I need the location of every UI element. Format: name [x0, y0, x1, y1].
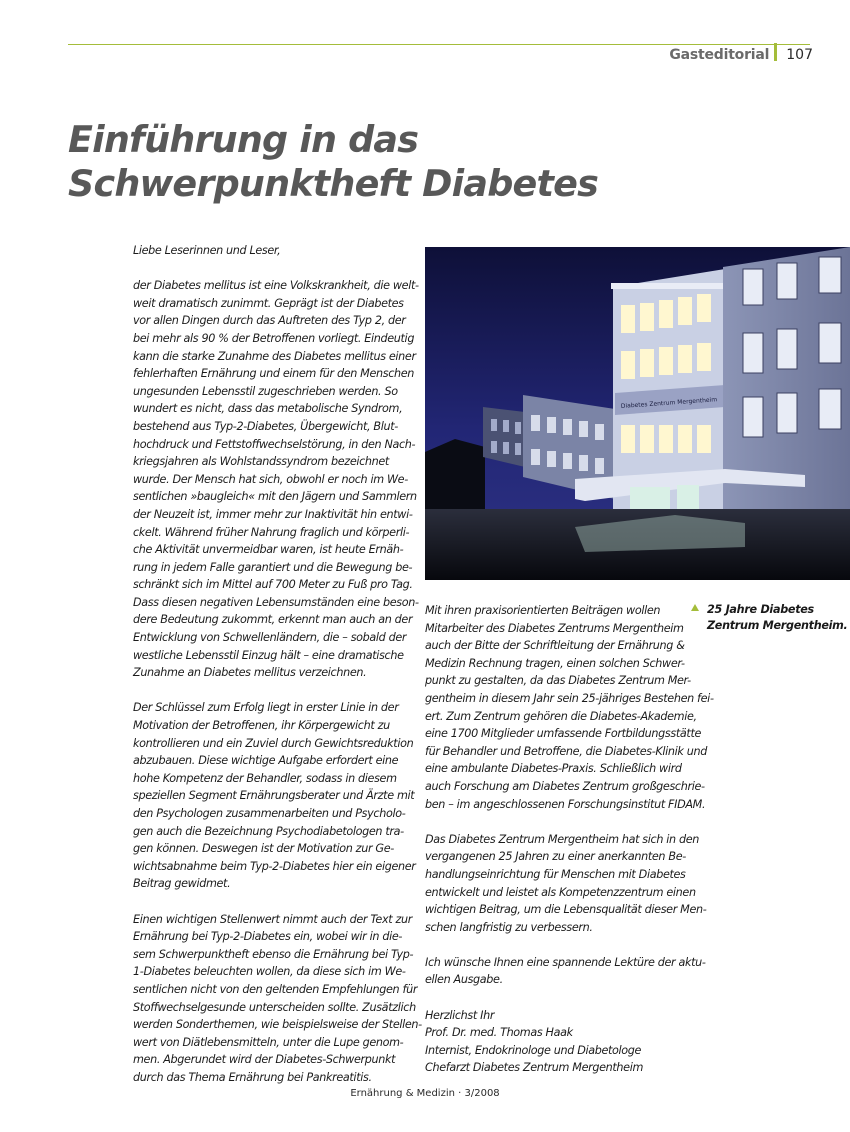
- text-line: weit dramatisch zunimmt. Geprägt ist der Diabetes: [133, 296, 404, 310]
- text-line: vergangenen 25 Jahren zu einer anerkannten Be-: [425, 850, 686, 864]
- section-label: Gasteditorial: [669, 47, 770, 63]
- text-line: che Aktivität unvermeidbar waren, ist heute Ernäh-: [133, 543, 404, 557]
- text-line: durch das Thema Ernährung bei Pankreatitis.: [133, 1070, 372, 1084]
- building-sign: Diabetes Zentrum Mergentheim: [620, 396, 718, 410]
- text-line: eine ambulante Diabetes-Praxis. Schließlich wird: [425, 762, 682, 776]
- text-line: eine 1700 Mitglieder umfassende Fortbildungsstätte: [425, 727, 702, 741]
- page-footer: Ernährung & Medizin · 3/2008: [350, 1088, 500, 1099]
- paragraph: [425, 602, 714, 813]
- text-line: Mit ihren praxisorientierten Beiträgen wollen: [425, 604, 661, 617]
- text-line: schen langfristig zu verbessern.: [425, 920, 593, 934]
- title-line-1: Einführung in das: [68, 118, 419, 161]
- paragraph: [133, 911, 422, 1087]
- header-separator: [774, 43, 777, 61]
- text-line: für Behandler und Betroffene, die Diabetes-Klinik und: [425, 744, 707, 758]
- text-line: wert von Diätlebensmitteln, unter die Lupe genom-: [133, 1035, 404, 1049]
- text-line: wurde. Der Mensch hat sich, obwohl er noch im We-: [133, 472, 408, 486]
- text-line: ellen Ausgabe.: [425, 973, 503, 987]
- text-line: hohe Kompetenz der Behandler, sodass in diesem: [133, 771, 397, 785]
- text-line: speziellen Segment Ernährungsberater und Ärzte mit: [133, 789, 415, 803]
- text-line: abzubauen. Diese wichtige Aufgabe erfordert eine: [133, 754, 399, 768]
- left-paragraphs: [133, 277, 422, 1086]
- text-line: handlungseinrichtung für Menschen mit Diabetes: [425, 867, 686, 881]
- text-line: gen können. Deswegen ist der Motivation zur Ge-: [133, 842, 394, 856]
- text-line: sem Schwerpunktheft ebenso die Ernährung bei Typ-: [133, 947, 414, 961]
- text-line: Ernährung bei Typ-2-Diabetes ein, wobei wir in die-: [133, 930, 403, 944]
- text-line: den Psychologen zusammenarbeiten und Psycholo-: [133, 807, 406, 820]
- article-title: [68, 118, 598, 206]
- text-line: Beitrag gewidmet.: [133, 877, 231, 891]
- text-line: wichtigen Beitrag, um die Lebensqualität dieser Men-: [425, 903, 707, 917]
- running-header: [669, 46, 813, 64]
- text-line: der Diabetes mellitus ist eine Volkskrankheit, die welt-: [133, 279, 419, 293]
- text-line: kontrollieren und ein Zuviel durch Gewichtsreduktion: [133, 736, 414, 750]
- text-line: sentlichen »baugleich« mit den Jägern und Sammlern: [133, 490, 417, 504]
- text-line: kann die starke Zunahme des Diabetes mellitus einer: [133, 349, 416, 363]
- text-line: Einen wichtigen Stellenwert nimmt auch der Text zur: [133, 912, 412, 926]
- caption-line-2: Zentrum Mergentheim.: [707, 619, 848, 632]
- caption-line-1: 25 Jahre Diabetes: [707, 603, 814, 616]
- text-line: Motivation der Betroffenen, ihr Körpergewicht zu: [133, 719, 390, 733]
- text-line: fehlerhaften Ernährung und einem für den Menschen: [133, 367, 415, 381]
- paragraph: [425, 954, 706, 989]
- text-column-left: [133, 242, 422, 1087]
- text-line: kriegsjahren als Wohlstandssyndrom bezeichnet: [133, 455, 389, 469]
- text-line: 1-Diabetes beleuchten wollen, da diese sich im We-: [133, 965, 406, 979]
- text-line: vor allen Dingen durch das Auftreten des Typ 2, der: [133, 314, 406, 328]
- text-line: Dass diesen negativen Lebensumständen eine beson-: [133, 595, 419, 609]
- text-line: Der Schlüssel zum Erfolg liegt in erster Linie in der: [133, 701, 399, 715]
- text-line: ckelt. Während früher Nahrung fraglich und körperli-: [133, 525, 410, 539]
- text-line: Mitarbeiter des Diabetes Zentrums Mergentheim: [425, 621, 684, 635]
- text-line: hochdruck und Fettstoffwechselstörung, in den Nach-: [133, 437, 416, 451]
- text-line: wundert es nicht, dass das metabolische Syndrom,: [133, 402, 403, 416]
- text-line: Stoffwechselgesunde unterscheiden sollte. Zusätzlich: [133, 1000, 416, 1014]
- signature-line: Herzlichst Ihr: [425, 1008, 495, 1022]
- greeting: Liebe Leserinnen und Leser,: [133, 244, 281, 257]
- text-line: bestehend aus Typ-2-Diabetes, Übergewicht, Blut-: [133, 419, 398, 433]
- text-line: ert. Zum Zentrum gehören die Diabetes-Akademie,: [425, 709, 697, 723]
- page-number: 107: [786, 47, 813, 63]
- text-line: ben – im angeschlossenen Forschungsinstitut FIDAM.: [425, 797, 706, 811]
- building-photo-illustration: [425, 247, 850, 580]
- paragraph: [133, 277, 419, 682]
- text-line: rung in jedem Falle garantiert und die Bewegung be-: [133, 560, 413, 574]
- text-line: wichtsabnahme beim Typ-2-Diabetes hier ein eigener: [133, 859, 416, 873]
- text-line: bei mehr als 90 % der Betroffenen vorliegt. Eindeutig: [133, 331, 415, 345]
- text-line: Das Diabetes Zentrum Mergentheim hat sich in den: [425, 832, 700, 846]
- right-paragraphs: [425, 602, 714, 989]
- text-line: men. Abgerundet wird der Diabetes-Schwerpunkt: [133, 1053, 396, 1067]
- text-line: Medizin Rechnung tragen, einen solchen Schwer-: [425, 656, 685, 670]
- text-line: der Neuzeit ist, immer mehr zur Inaktivität hin entwi-: [133, 507, 413, 521]
- signature-line: Chefarzt Diabetes Zentrum Mergentheim: [425, 1061, 644, 1075]
- text-line: gentheim in diesem Jahr sein 25-jähriges Bestehen fei-: [425, 691, 714, 705]
- text-line: auch der Bitte der Schriftleitung der Ernährung &: [425, 639, 685, 653]
- text-line: dere Bedeutung zukommt, erkennt man auch an der: [133, 613, 413, 627]
- signature-line: Internist, Endokrinologe und Diabetologe: [425, 1043, 642, 1057]
- text-line: Ich wünsche Ihnen eine spannende Lektüre der aktu-: [425, 955, 706, 969]
- photo-caption: [691, 602, 850, 634]
- text-line: punkt zu gestalten, da das Diabetes Zentrum Mer-: [425, 674, 691, 688]
- text-line: auch Forschung am Diabetes Zentrum großgeschrie-: [425, 779, 705, 793]
- text-line: werden Sonderthemen, wie beispielsweise der Stellen-: [133, 1018, 422, 1032]
- paragraph: [425, 831, 707, 937]
- signature: [425, 1007, 701, 1077]
- caption-triangle-icon: [691, 604, 699, 611]
- text-line: Zunahme an Diabetes mellitus verzeichnen.: [133, 666, 367, 680]
- header-rule: [68, 44, 810, 45]
- paragraph: [133, 699, 416, 893]
- text-line: Entwicklung von Schwellenländern, die – sobald der: [133, 631, 407, 645]
- text-line: westliche Lebensstil Einzug hält – eine dramatische: [133, 648, 404, 662]
- text-line: sentlichen nicht von den geltenden Empfehlungen für: [133, 982, 418, 996]
- text-line: entwickelt und leistet als Kompetenzzentrum einen: [425, 885, 696, 899]
- text-line: gen auch die Bezeichnung Psychodiabetologen tra-: [133, 824, 404, 838]
- text-line: ungesunden Lebensstil zugeschrieben werden. So: [133, 384, 398, 398]
- title-line-2: Schwerpunktheft Diabetes: [68, 162, 599, 205]
- signature-line: Prof. Dr. med. Thomas Haak: [425, 1026, 573, 1040]
- text-line: schränkt sich im Mittel auf 700 Meter zu Fuß pro Tag.: [133, 578, 413, 592]
- text-column-right: [425, 602, 714, 1077]
- building-photo: [425, 247, 850, 580]
